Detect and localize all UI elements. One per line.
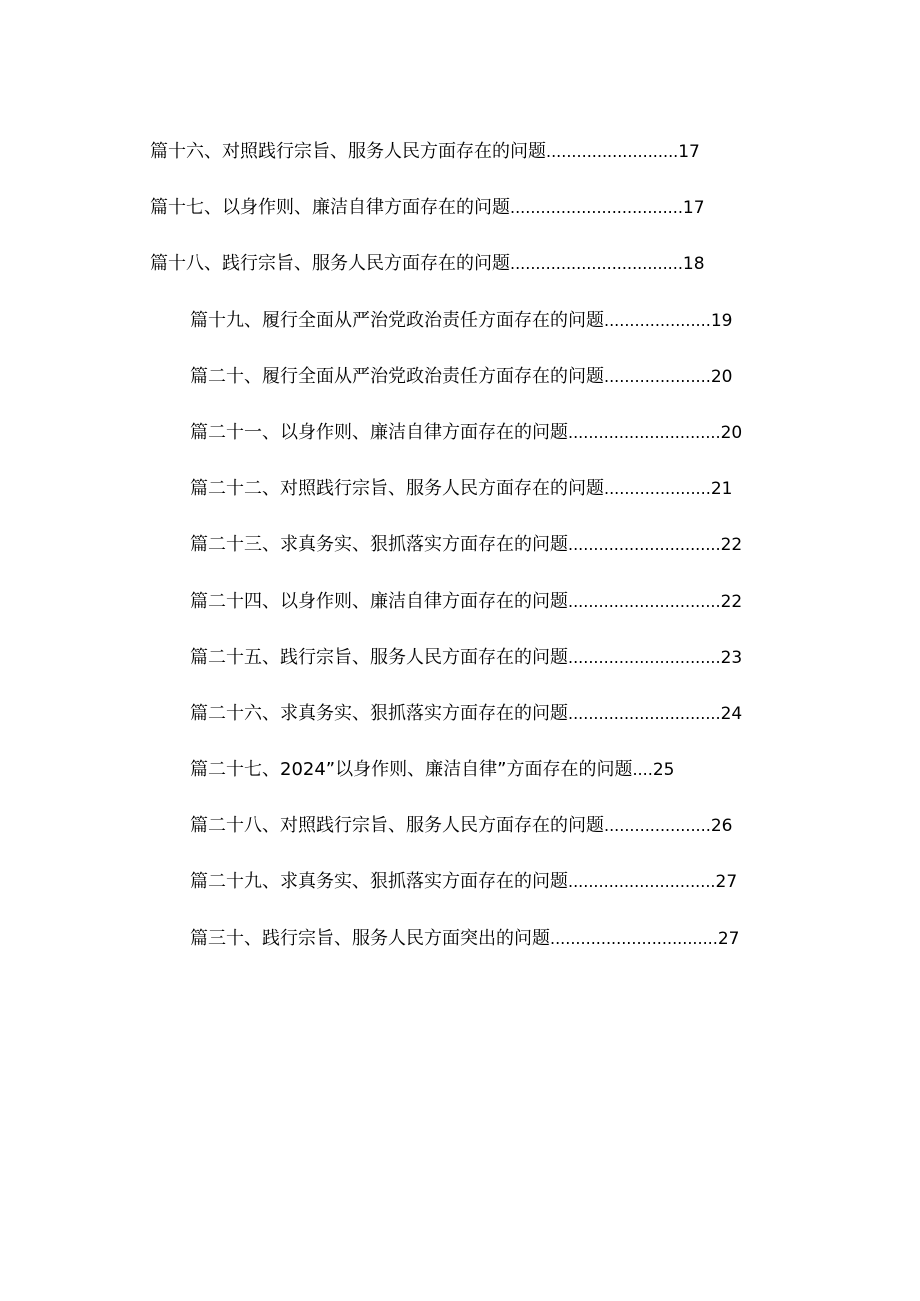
- toc-page-number: 27: [717, 928, 740, 949]
- toc-leader-dots: .............................: [568, 872, 716, 892]
- toc-leader-dots: ..............................: [568, 647, 721, 667]
- toc-leader-dots: .....................: [604, 479, 711, 499]
- table-of-contents: [0, 136, 920, 979]
- toc-entry[interactable]: [0, 754, 920, 810]
- toc-entry-title: 篇二十三、求真务实、狠抓落实方面存在的问题: [190, 534, 568, 556]
- toc-leader-dots: ..............................: [568, 535, 721, 555]
- toc-entry-title: 篇二十四、以身作则、廉洁自律方面存在的问题: [190, 590, 568, 612]
- toc-page-number: 21: [710, 479, 733, 500]
- toc-entry-title: 篇十七、以身作则、廉洁自律方面存在的问题: [150, 197, 510, 219]
- toc-entry[interactable]: [0, 417, 920, 473]
- toc-page-number: 25: [652, 760, 675, 781]
- toc-leader-dots: ..................................: [510, 254, 683, 274]
- toc-page-number: 22: [720, 535, 743, 556]
- toc-entry-title: 篇二十六、求真务实、狠抓落实方面存在的问题: [190, 702, 568, 724]
- toc-leader-dots: ..........................: [546, 142, 679, 161]
- toc-entry[interactable]: [0, 473, 920, 529]
- toc-entry-title: 篇十六、对照践行宗旨、服务人民方面存在的问题: [150, 141, 546, 162]
- toc-entry-title: 篇十八、践行宗旨、服务人民方面存在的问题: [150, 253, 510, 275]
- toc-leader-dots: ..............................: [568, 591, 721, 611]
- toc-page-number: 23: [720, 647, 743, 668]
- toc-entry[interactable]: [0, 642, 920, 698]
- toc-entry[interactable]: [0, 586, 920, 642]
- toc-entry[interactable]: [0, 529, 920, 585]
- toc-leader-dots: ....: [632, 760, 653, 780]
- toc-leader-dots: ..............................: [568, 422, 721, 442]
- toc-entry-title: 篇二十九、求真务实、狠抓落实方面存在的问题: [190, 871, 568, 893]
- toc-page-number: 26: [710, 816, 733, 837]
- toc-entry[interactable]: [0, 192, 920, 248]
- toc-entry-title: 篇二十七、2024”以身作则、廉洁自律”方面存在的问题: [190, 759, 633, 781]
- toc-page-number: 20: [720, 422, 743, 443]
- toc-leader-dots: ..................................: [510, 198, 683, 218]
- toc-leader-dots: .................................: [550, 928, 718, 948]
- toc-page-number: 19: [710, 310, 733, 331]
- toc-entry-title: 篇三十、践行宗旨、服务人民方面突出的问题: [190, 927, 550, 949]
- toc-entry-title: 篇二十八、对照践行宗旨、服务人民方面存在的问题: [190, 815, 604, 837]
- toc-entry[interactable]: [0, 810, 920, 866]
- toc-entry[interactable]: [0, 866, 920, 922]
- toc-page-number: 17: [682, 198, 705, 219]
- toc-page-number: 24: [720, 703, 743, 724]
- toc-entry-title: 篇二十、履行全面从严治党政治责任方面存在的问题: [190, 365, 604, 387]
- toc-page-number: 20: [710, 366, 733, 387]
- toc-entry-title: 篇十九、履行全面从严治党政治责任方面存在的问题: [190, 309, 604, 331]
- toc-entry-title: 篇二十一、以身作则、廉洁自律方面存在的问题: [190, 421, 568, 443]
- toc-page-number: 22: [720, 591, 743, 612]
- toc-entry[interactable]: [0, 698, 920, 754]
- toc-page-number: 17: [678, 142, 700, 162]
- toc-leader-dots: ..............................: [568, 703, 721, 723]
- toc-leader-dots: .....................: [604, 310, 711, 330]
- toc-entry[interactable]: [0, 305, 920, 361]
- toc-page-number: 27: [715, 872, 738, 893]
- toc-entry[interactable]: [0, 136, 920, 192]
- toc-entry[interactable]: [0, 361, 920, 417]
- toc-entry[interactable]: [0, 923, 920, 979]
- toc-entry-title: 篇二十二、对照践行宗旨、服务人民方面存在的问题: [190, 478, 604, 500]
- toc-entry[interactable]: [0, 248, 920, 304]
- toc-leader-dots: .....................: [604, 366, 711, 386]
- toc-leader-dots: .....................: [604, 816, 711, 836]
- toc-page-number: 18: [682, 254, 705, 275]
- toc-entry-title: 篇二十五、践行宗旨、服务人民方面存在的问题: [190, 646, 568, 668]
